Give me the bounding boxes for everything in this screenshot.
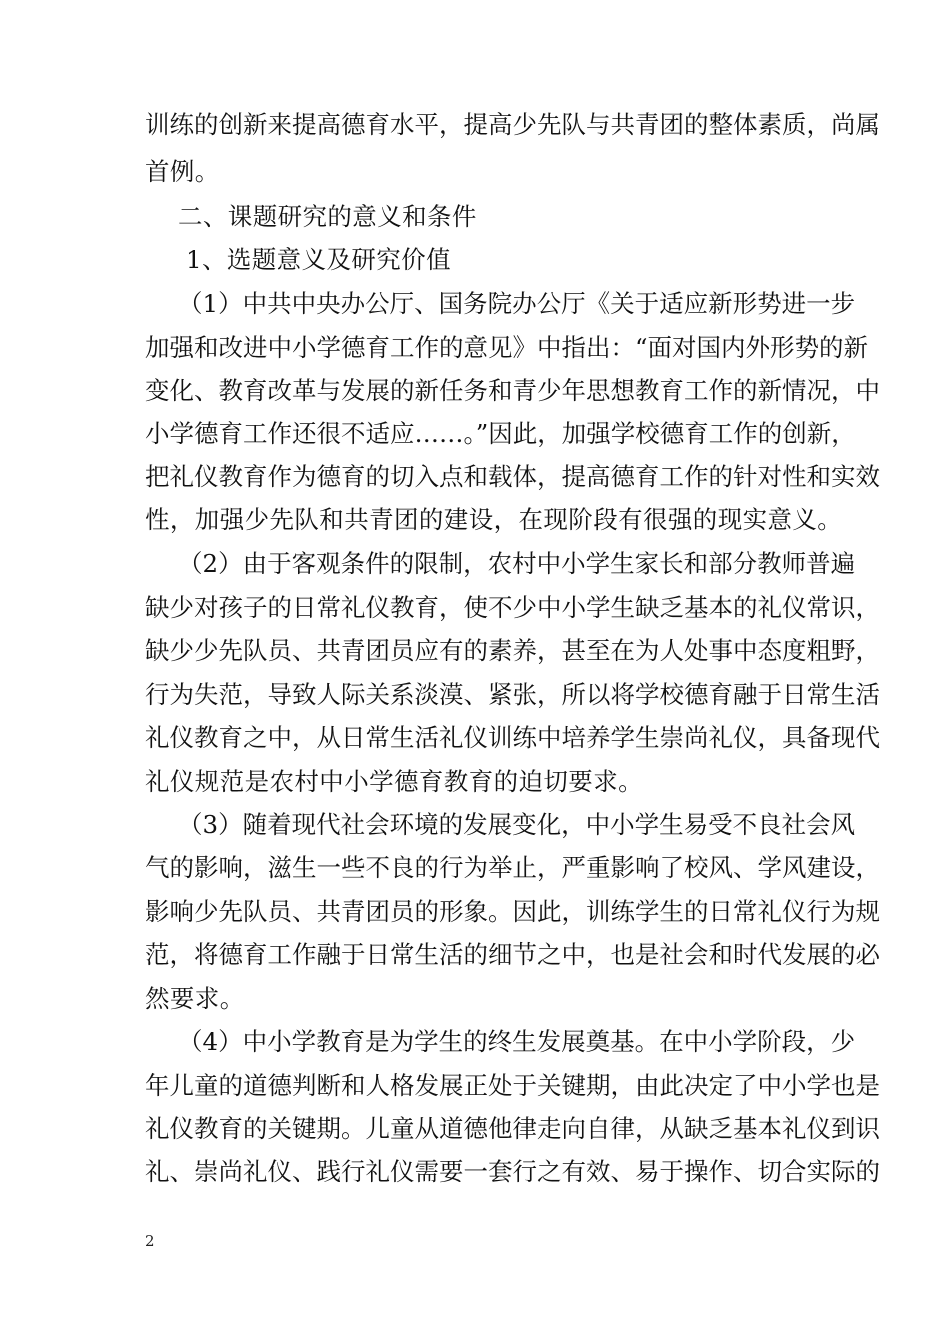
text-line: 缺少少先队员、共青团员应有的素养，甚至在为人处事中态度粗野， [145, 636, 880, 665]
text-line: 礼、崇尚礼仪、践行礼仪需要一套行之有效、易于操作、切合实际的 [145, 1157, 880, 1186]
text-line: 行为失范，导致人际关系淡漠、紧张，所以将学校德育融于日常生活 [145, 680, 880, 709]
paragraph-first-line: （3）随着现代社会环境的发展变化，中小学生易受不良社会风 [178, 810, 856, 839]
text-line: 小学德育工作还很不适应……。”因此，加强学校德育工作的创新， [145, 419, 856, 448]
text-line: 年儿童的道德判断和人格发展正处于关键期，由此决定了中小学也是 [145, 1071, 880, 1100]
text-line: 礼仪教育的关键期。儿童从道德他律走向自律，从缺乏基本礼仪到识 [145, 1114, 880, 1143]
section-heading: 二、课题研究的意义和条件 [178, 202, 477, 231]
text-line: 把礼仪教育作为德育的切入点和载体，提高德育工作的针对性和实效 [145, 462, 880, 491]
text-line: 加强和改进中小学德育工作的意见》中指出：“面对国内外形势的新 [145, 333, 869, 362]
text-line: 然要求。 [145, 984, 245, 1013]
text-line: 训练的创新来提高德育水平，提高少先队与共青团的整体素质，尚属 [145, 110, 880, 139]
paragraph-first-line: （4）中小学教育是为学生的终生发展奠基。在中小学阶段，少 [178, 1027, 856, 1056]
paragraph-first-line: （1）中共中央办公厅、国务院办公厅《关于适应新形势进一步 [178, 289, 856, 318]
text-line: 范，将德育工作融于日常生活的细节之中，也是社会和时代发展的必 [145, 940, 880, 969]
paragraph-first-line: （2）由于客观条件的限制，农村中小学生家长和部分教师普遍 [178, 549, 856, 578]
text-line: 礼仪教育之中，从日常生活礼仪训练中培养学生崇尚礼仪，具备现代 [145, 723, 880, 752]
text-line: 缺少对孩子的日常礼仪教育，使不少中小学生缺乏基本的礼仪常识， [145, 593, 880, 622]
text-line: 性，加强少先队和共青团的建设，在现阶段有很强的现实意义。 [145, 505, 843, 534]
text-line: 影响少先队员、共青团员的形象。因此，训练学生的日常礼仪行为规 [145, 897, 880, 926]
text-line: 变化、教育改革与发展的新任务和青少年思想教育工作的新情况，中 [145, 376, 880, 405]
text-line: 礼仪规范是农村中小学德育教育的迫切要求。 [145, 767, 643, 796]
subsection-heading: 1、选题意义及研究价值 [186, 245, 451, 274]
text-line: 气的影响，滋生一些不良的行为举止，严重影响了校风、学风建设， [145, 853, 880, 882]
page-number: 2 [145, 1232, 155, 1250]
text-line: 首例。 [145, 157, 220, 186]
